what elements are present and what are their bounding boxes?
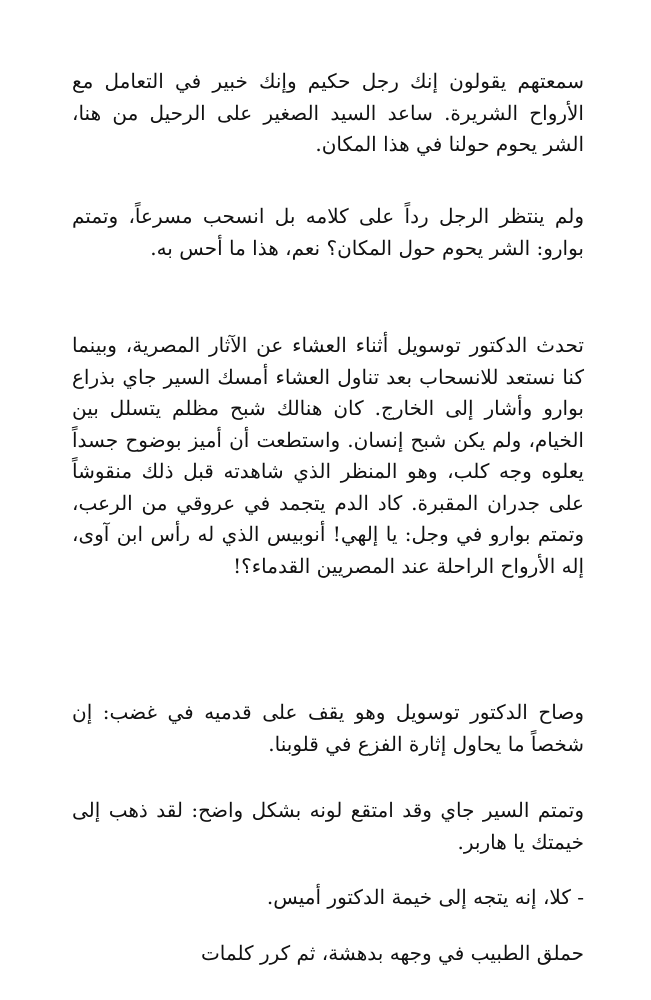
paragraph-text: سمعتهم يقولون إنك رجل حكيم وإنك خبير في التعامل مع الأرواح الشريرة. ساعد السيد الصغير على الرحيل من هنا، الشر يحوم حولنا في هذا المكان. <box>72 69 584 156</box>
paragraph-text: وصاح الدكتور توسويل وهو يقف على قدميه في غضب: إن شخصاً ما يحاول إثارة الفزع في قلوبنا. <box>72 700 584 756</box>
paragraph-text: تحدث الدكتور توسويل أثناء العشاء عن الآثار المصرية، وبينما كنا نستعد للانسحاب بعد تناول العشاء أمسك السير جاي بذراع بوارو وأشار إلى الخارج. كان هنالك شبح مظلم يتسلل بين الخيام، ولم يكن شبح إنسان. واستطعت أن أميز بوضوح جسداً يعلوه وجه كلب، وهو المنظر الذي شاهدته قبل ذلك منقوشاً على جدران المقبرة. كاد الدم يتجمد في عروقي من الرعب، وتمتم بوارو في وجل: يا إلهي! أنوبيس الذي له رأس ابن آوى، إله الأرواح الراحلة عند المصريين القدماء؟! <box>72 333 584 578</box>
paragraph-4 <box>72 697 584 760</box>
paragraph-text: - كلا، إنه يتجه إلى خيمة الدكتور أميس. <box>266 885 584 909</box>
paragraph-text: حملق الطبيب في وجهه بدهشة، ثم كرر كلمات <box>200 941 584 965</box>
paragraph-5 <box>72 795 584 858</box>
paragraph-1 <box>72 66 584 161</box>
paragraph-6 <box>72 882 584 914</box>
paragraph-3 <box>72 330 584 582</box>
paragraph-7 <box>72 938 584 970</box>
paragraph-text: وتمتم السير جاي وقد امتقع لونه بشكل واضح: لقد ذهب إلى خيمتك يا هاربر. <box>72 798 584 854</box>
paragraph-text: ولم ينتظر الرجل رداً على كلامه بل انسحب مسرعاً، وتمتم بوارو: الشر يحوم حول المكان؟ نعم، هذا ما أحس به. <box>72 204 584 260</box>
paragraph-2 <box>72 201 584 264</box>
